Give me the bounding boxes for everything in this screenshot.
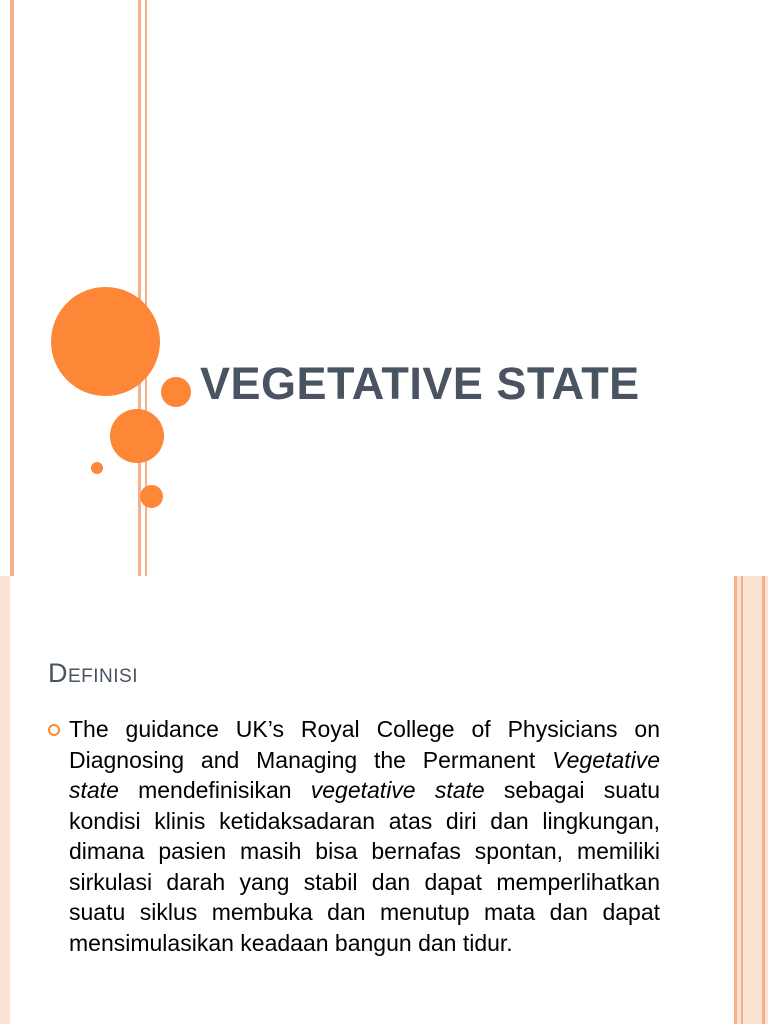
decor-line	[762, 576, 765, 1024]
content-slide	[0, 576, 768, 1024]
decor-circle-medium	[110, 409, 164, 463]
bullet-text-part: sebagai suatu kondisi klinis ketidaksadaran atas diri dan lingkungan, dimana pasien masih bisa bernafas spontan, memiliki sirkulasi darah yang stabil dan dapat memperlihatkan suatu siklus membuka dan menutup mata dan dapat mensimulasikan keadaan bangun dan tidur.	[69, 777, 660, 956]
bullet-text-part: The guidance UK’s Royal College of Physicians on Diagnosing and Managing the Permanent	[69, 716, 660, 773]
bullet-text-italic: Vegetative state	[69, 746, 660, 803]
section-heading: Definisi	[48, 658, 139, 688]
left-border	[0, 576, 10, 1024]
slide-title: VEGETATIVE STATE	[200, 358, 640, 409]
decor-circle-large	[51, 287, 160, 396]
bullet-text-part: mendefinisikan	[118, 777, 311, 803]
decor-line	[734, 576, 737, 1024]
decor-circle-small	[140, 485, 163, 508]
circle-bullet-icon	[48, 724, 60, 736]
decor-line	[10, 0, 14, 576]
bullet-item	[48, 714, 660, 958]
decor-circle-small	[161, 377, 191, 407]
decor-line	[138, 0, 141, 576]
bullet-text	[69, 714, 660, 958]
decor-line	[741, 576, 743, 1024]
bullet-text-italic: vegetative state	[310, 777, 485, 803]
decor-circle-tiny	[91, 462, 103, 474]
